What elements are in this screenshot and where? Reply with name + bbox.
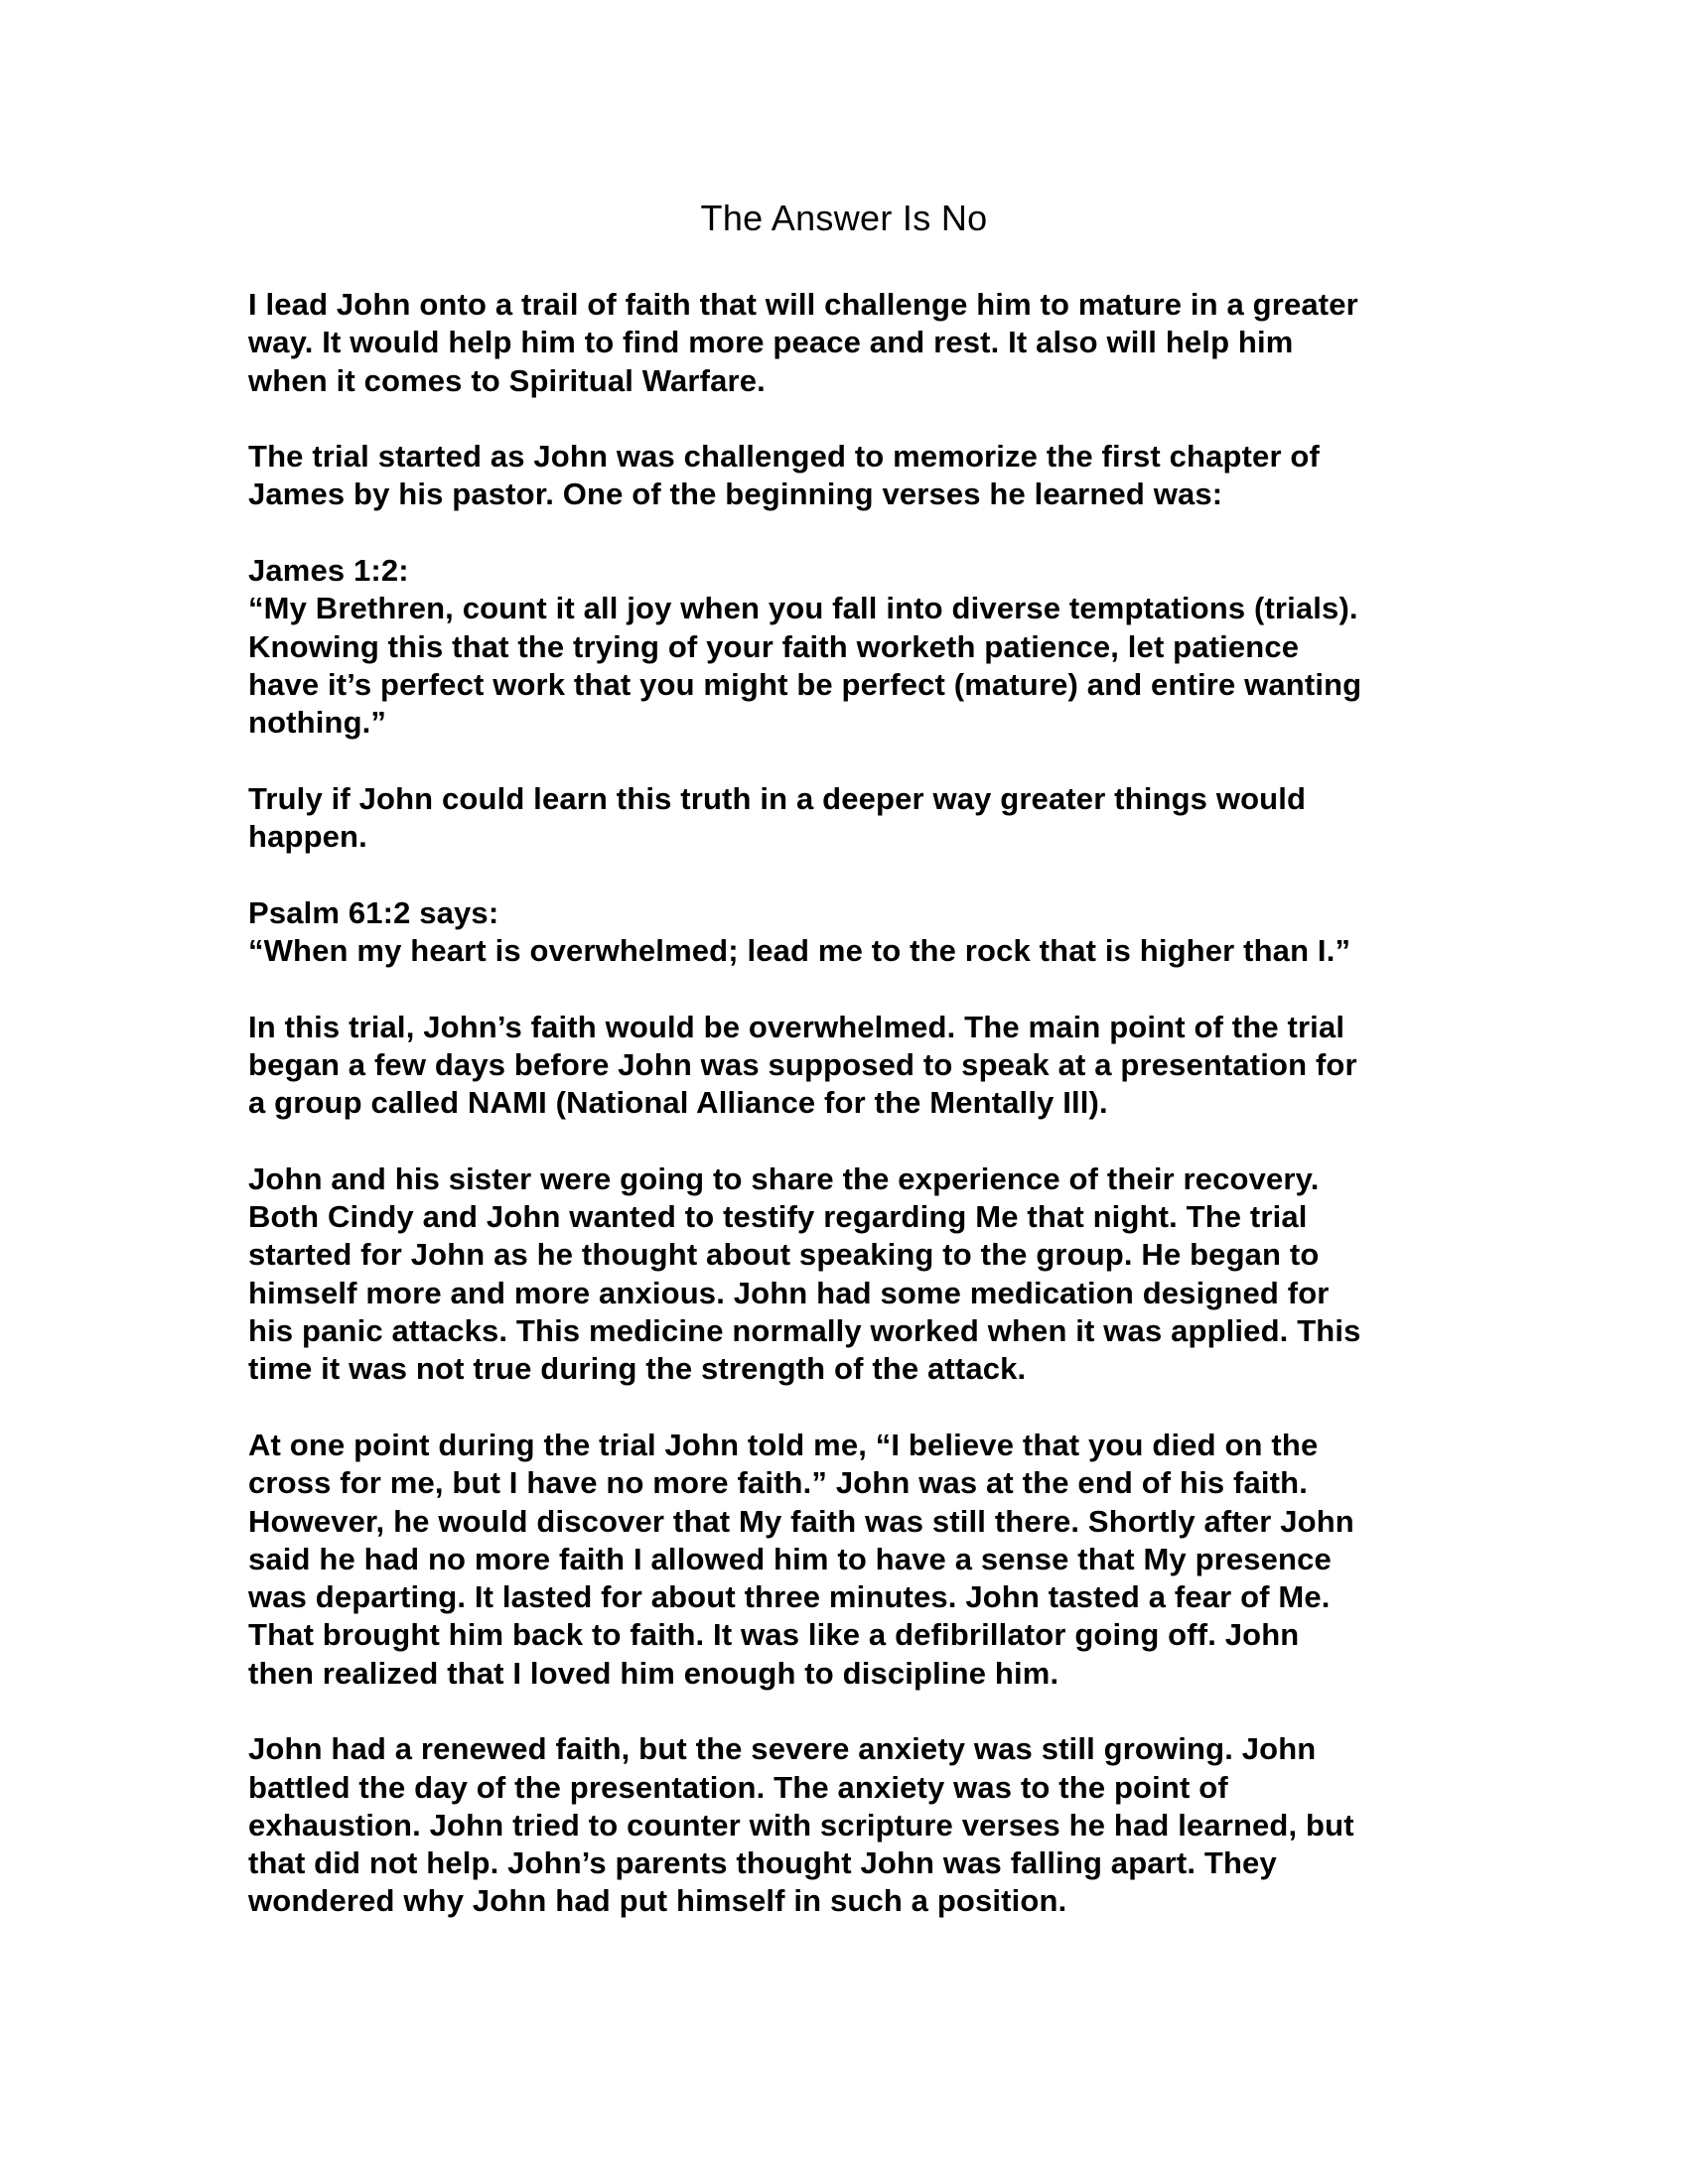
text-line: time it was not true during the strength of the attack. bbox=[248, 1351, 1027, 1387]
page-title: The Answer Is No bbox=[700, 198, 988, 238]
text-line: nothing.” bbox=[248, 705, 387, 741]
text-line: have it’s perfect work that you might be perfect (mature) and entire wanting bbox=[248, 666, 1362, 702]
text-line: himself more and more anxious. John had some medication designed for bbox=[248, 1275, 1330, 1310]
text-line: started for John as he thought about speaking to the group. He began to bbox=[248, 1237, 1320, 1273]
text-line: that did not help. John’s parents thought John was falling apart. They bbox=[248, 1845, 1277, 1881]
text-line: “My Brethren, count it all joy when you fall into diverse temptations (trials). bbox=[248, 591, 1358, 626]
text-line: At one point during the trial John told me, “I believe that you died on the bbox=[248, 1427, 1319, 1462]
text-line: Truly if John could learn this truth in a deeper way greater things would bbox=[248, 780, 1307, 816]
text-line: John had a renewed faith, but the severe anxiety was still growing. John bbox=[248, 1731, 1317, 1767]
paragraph bbox=[248, 552, 1479, 742]
text-line: when it comes to Spiritual Warfare. bbox=[248, 362, 766, 398]
paragraph bbox=[248, 438, 1479, 514]
text-line: began a few days before John was supposed to speak at a presentation for bbox=[248, 1046, 1357, 1082]
text-line: However, he would discover that My faith was still there. Shortly after John bbox=[248, 1503, 1354, 1539]
text-line: cross for me, but I have no more faith.” John was at the end of his faith. bbox=[248, 1465, 1308, 1501]
text-line: his panic attacks. This medicine normally worked when it was applied. This bbox=[248, 1313, 1361, 1349]
text-line: battled the day of the presentation. The anxiety was to the point of bbox=[248, 1769, 1228, 1805]
text-line: Knowing this that the trying of your faith worketh patience, let patience bbox=[248, 628, 1300, 664]
text-line: exhaustion. John tried to counter with scripture verses he had learned, but bbox=[248, 1807, 1354, 1843]
document-body bbox=[248, 286, 1479, 1959]
paragraph bbox=[248, 894, 1479, 971]
text-line: wondered why John had put himself in such a position. bbox=[248, 1883, 1067, 1919]
text-line: James 1:2: bbox=[248, 553, 409, 589]
text-line: was departing. It lasted for about three minutes. John tasted a fear of Me. bbox=[248, 1579, 1331, 1615]
paragraph bbox=[248, 780, 1479, 857]
text-line: said he had no more faith I allowed him to have a sense that My presence bbox=[248, 1541, 1332, 1576]
text-line: way. It would help him to find more peace and rest. It also will help him bbox=[248, 325, 1294, 360]
paragraph bbox=[248, 1730, 1479, 1920]
paragraph bbox=[248, 1009, 1479, 1123]
text-line: Psalm 61:2 says: bbox=[248, 894, 499, 930]
paragraph bbox=[248, 1427, 1479, 1693]
text-line: The trial started as John was challenged to memorize the first chapter of bbox=[248, 439, 1320, 475]
paragraph bbox=[248, 1160, 1479, 1389]
text-line: In this trial, John’s faith would be overwhelmed. The main point of the trial bbox=[248, 1009, 1345, 1044]
text-line: Both Cindy and John wanted to testify regarding Me that night. The trial bbox=[248, 1199, 1308, 1235]
text-line: happen. bbox=[248, 819, 367, 855]
text-line: “When my heart is overwhelmed; lead me to the rock that is higher than I.” bbox=[248, 933, 1351, 969]
text-line: then realized that I loved him enough to discipline him. bbox=[248, 1655, 1059, 1691]
text-line: I lead John onto a trail of faith that will challenge him to mature in a greater bbox=[248, 287, 1358, 322]
text-line: James by his pastor. One of the beginning verses he learned was: bbox=[248, 477, 1223, 512]
text-line: John and his sister were going to share the experience of their recovery. bbox=[248, 1160, 1320, 1196]
paragraph bbox=[248, 286, 1479, 400]
text-line: That brought him back to faith. It was like a defibrillator going off. John bbox=[248, 1617, 1300, 1653]
text-line: a group called NAMI (National Alliance for the Mentally Ill). bbox=[248, 1085, 1108, 1121]
